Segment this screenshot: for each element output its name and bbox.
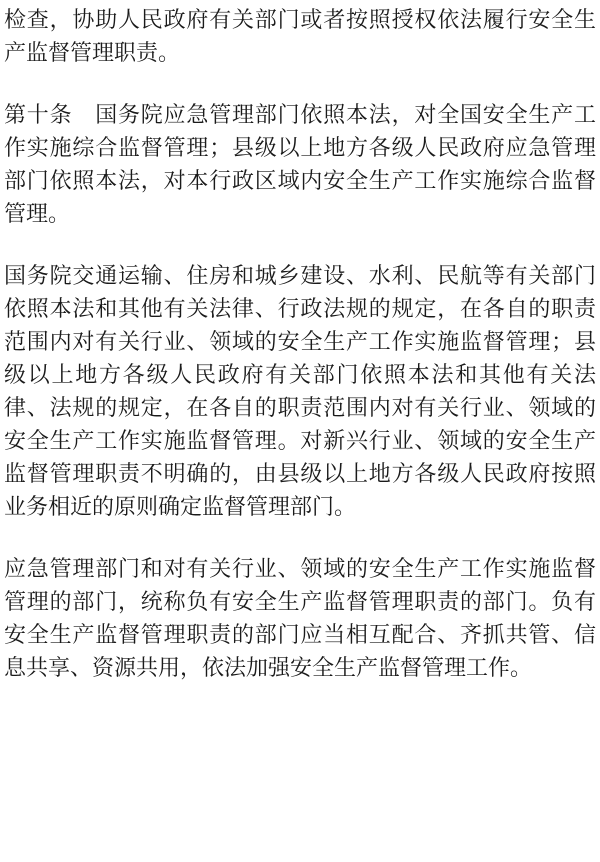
paragraph-spacer <box>4 524 596 553</box>
text-line: 范围内对有关行业、领域的安全生产工作实施监督管理；县 <box>4 330 596 355</box>
text-line: 安全生产工作实施监督管理。对新兴行业、领域的安全生产 <box>4 429 596 454</box>
text-line: 产监督管理职责。 <box>4 41 181 66</box>
text-line: 管理。 <box>4 202 71 227</box>
paragraph-1 <box>4 0 596 70</box>
paragraph-article-10 <box>4 99 596 231</box>
text-line: 业务相近的原则确定监督管理部门。 <box>4 495 357 520</box>
text-line: 国务院交通运输、住房和城乡建设、水利、民航等有关部门 <box>4 264 596 289</box>
text-line: 作实施综合监督管理；县级以上地方各级人民政府应急管理 <box>4 136 596 161</box>
text-line: 部门依照本法，对本行政区域内安全生产工作实施综合监督 <box>4 169 596 194</box>
text-line: 安全生产监督管理职责的部门应当相互配合、齐抓共管、信 <box>4 623 596 648</box>
text-line: 息共享、资源共用，依法加强安全生产监督管理工作。 <box>4 656 533 681</box>
text-line: 检查，协助人民政府有关部门或者按照授权依法履行安全生 <box>4 8 596 33</box>
text-line: 级以上地方各级人民政府有关部门依照本法和其他有关法 <box>4 363 596 388</box>
text-line: 第十条 国务院应急管理部门依照本法，对全国安全生产工 <box>4 103 596 128</box>
paragraph-4 <box>4 553 596 685</box>
text-line: 依照本法和其他有关法律、行政法规的规定，在各自的职责 <box>4 297 596 322</box>
paragraph-3 <box>4 260 596 524</box>
text-line: 管理的部门，统称负有安全生产监督管理职责的部门。负有 <box>4 590 596 615</box>
text-line: 应急管理部门和对有关行业、领域的安全生产工作实施监督 <box>4 557 596 582</box>
text-line: 律、法规的规定，在各自的职责范围内对有关行业、领域的 <box>4 396 596 421</box>
text-line: 监督管理职责不明确的，由县级以上地方各级人民政府按照 <box>4 462 596 487</box>
paragraph-spacer <box>4 231 596 260</box>
paragraph-spacer <box>4 70 596 99</box>
